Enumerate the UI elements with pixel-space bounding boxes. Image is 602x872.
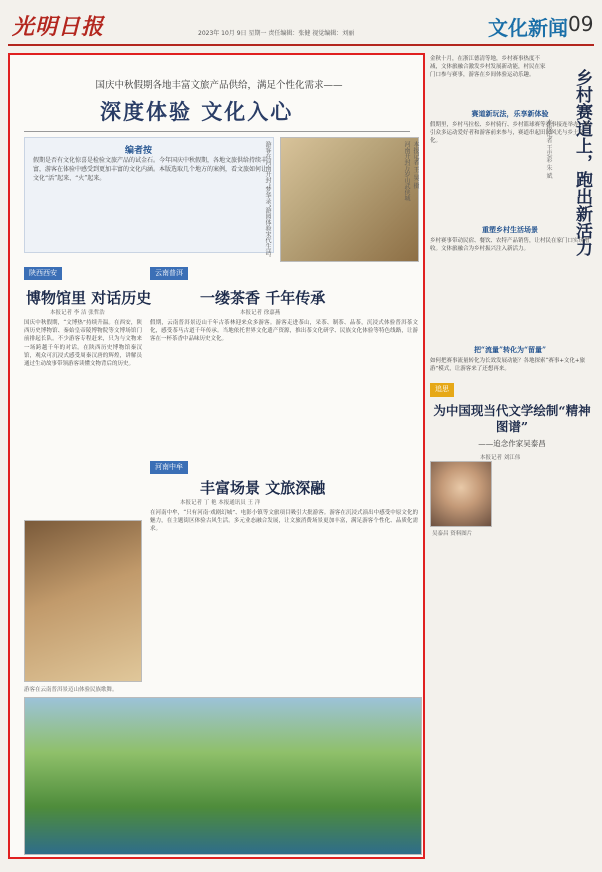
feature-subtitle: 国庆中秋假期各地丰富文旅产品供给，满足个性化需求——	[95, 80, 343, 91]
henan-byline: 本报记者 丁 艳 本报通讯员 王 洋	[180, 500, 261, 506]
writer-portrait-caption: 吴泰昌 资料图片	[432, 531, 473, 537]
masthead	[8, 6, 594, 46]
henan-title: 丰富场景 文旅深融	[200, 479, 326, 497]
hero-photo-location: 河南开封万岁山武侠城	[403, 141, 410, 201]
feature-title: 深度体验 文化入心	[100, 99, 294, 124]
tag-shaanxi: 陕西西安	[24, 267, 62, 280]
page-number: 09	[568, 12, 594, 36]
rural-sub-2: 重塑乡村生活场景	[482, 225, 538, 234]
tag-remembrance: 追思	[430, 383, 454, 397]
editor-note-label: 编者按	[125, 146, 153, 156]
hero-caption: 游客在河南开封“梦华录”游园体验宋代生活。	[264, 141, 271, 262]
issue-line: 2023年 10月 9日 星期一 责任编辑：张健 视觉编辑：刘丽	[198, 30, 355, 37]
yunnan-byline: 本报记者 徐嘉燕	[240, 310, 281, 316]
feature-article	[8, 53, 425, 859]
shaanxi-body: 国庆中秋假期，“文博热”持续升温。在西安，陕西历史博物馆、秦始皇帝陵博物院等文博场馆门前排起长队。不少游客专程赶来，只为与文物来一场跨越千年的对话。在陕西历史博物馆秦汉馆，观众可沉浸式感受周秦汉唐的辉煌，讲解员通过生动故事带领游客读懂文物背后的历史。	[24, 320, 142, 368]
writer-tribute-subtitle: ——追念作家吴泰昌	[478, 439, 546, 448]
rural-title: 乡村赛道上，跑出新活力	[572, 69, 592, 256]
editor-note	[24, 137, 274, 253]
writer-tribute-byline: 本报记者 刘江伟	[480, 455, 521, 461]
river-landscape-photo	[24, 697, 422, 855]
shaanxi-title: 博物馆里 对话历史	[26, 289, 152, 307]
editor-note-text: 假期是否有文化惊喜是检验文旅产品的试金石。今年国庆中秋假期，各地文旅供给持续丰富，游客在体验中感受到更加丰富的文化内涵。本版选取几个地方的案例，看文旅如何让文化“活”起来、“火”起来。	[33, 157, 268, 182]
rural-byline: 本报记者 王忠彩 朱 斌	[545, 119, 552, 179]
rural-lead: 金秋十月，在浙江德清等地，乡村赛事热度不减，文体旅融合激发乡村发展新动能，村民在家门口参与赛事，游客在乡间体验运动乐趣。	[430, 56, 546, 79]
henan-body: 在河南中牟，“只有河南·戏剧幻城”、电影小镇等文旅项目吸引大批游客。游客在沉浸式演出中感受中原文化的魅力，在主题街区体验古风生活。多元业态融合发展，让文旅消费场景更加丰富，满足游客个性化、品质化需求。	[150, 510, 418, 533]
hero-photo	[280, 137, 419, 262]
writer-tribute-title: 为中国现当代文学绘制“精神图谱”	[433, 403, 591, 434]
shaanxi-byline: 本报记者 李 洁 张哲浩	[50, 310, 105, 316]
right-column	[430, 53, 594, 859]
tag-henan: 河南中牟	[150, 461, 188, 474]
musicians-photo-caption: 游客在云南普洱景迈山体验民族歌舞。	[24, 687, 118, 693]
tag-yunnan: 云南普洱	[150, 267, 188, 280]
section-title: 文化新闻	[488, 16, 568, 40]
rural-block-1: 假期里，乡村马拉松、乡村骑行、乡村篮球赛等赛事接连举办，吸引众多运动爱好者和游客前来参与，赛道串起田园风光与乡土文化。	[430, 122, 590, 145]
rural-sub-1: 赛道新玩法，乐享新体验	[471, 109, 549, 118]
rural-block-3: 如何把赛事流量转化为长效发展动能？各地探索“赛事+文化+旅游”模式，让游客来了还想再来。	[430, 358, 586, 373]
writer-portrait	[430, 461, 492, 527]
rural-block-2: 乡村赛事带动民宿、餐饮、农特产品销售，让村民在家门口实现增收。文体旅融合为乡村振兴注入新活力。	[430, 238, 590, 253]
rural-sub-3: 把“流量”转化为“留量”	[473, 345, 547, 354]
musicians-photo	[24, 520, 142, 682]
yunnan-title: 一缕茶香 千年传承	[200, 289, 326, 307]
divider	[24, 131, 410, 132]
yunnan-body: 假期，云南普洱景迈山千年古茶林迎来众多游客。游客走进茶山，采茶、制茶、品茶，沉浸式体验普洱茶文化，感受茶马古道千年传承。当地依托世界文化遗产资源，推出茶文化研学、民族文化体验等特色线路，让游客在一杯茶香中品味历史文化。	[150, 320, 418, 343]
hero-photo-credit: 本报记者 王 昊 摄	[412, 141, 419, 189]
newspaper-logo: 光明日报	[12, 14, 105, 40]
